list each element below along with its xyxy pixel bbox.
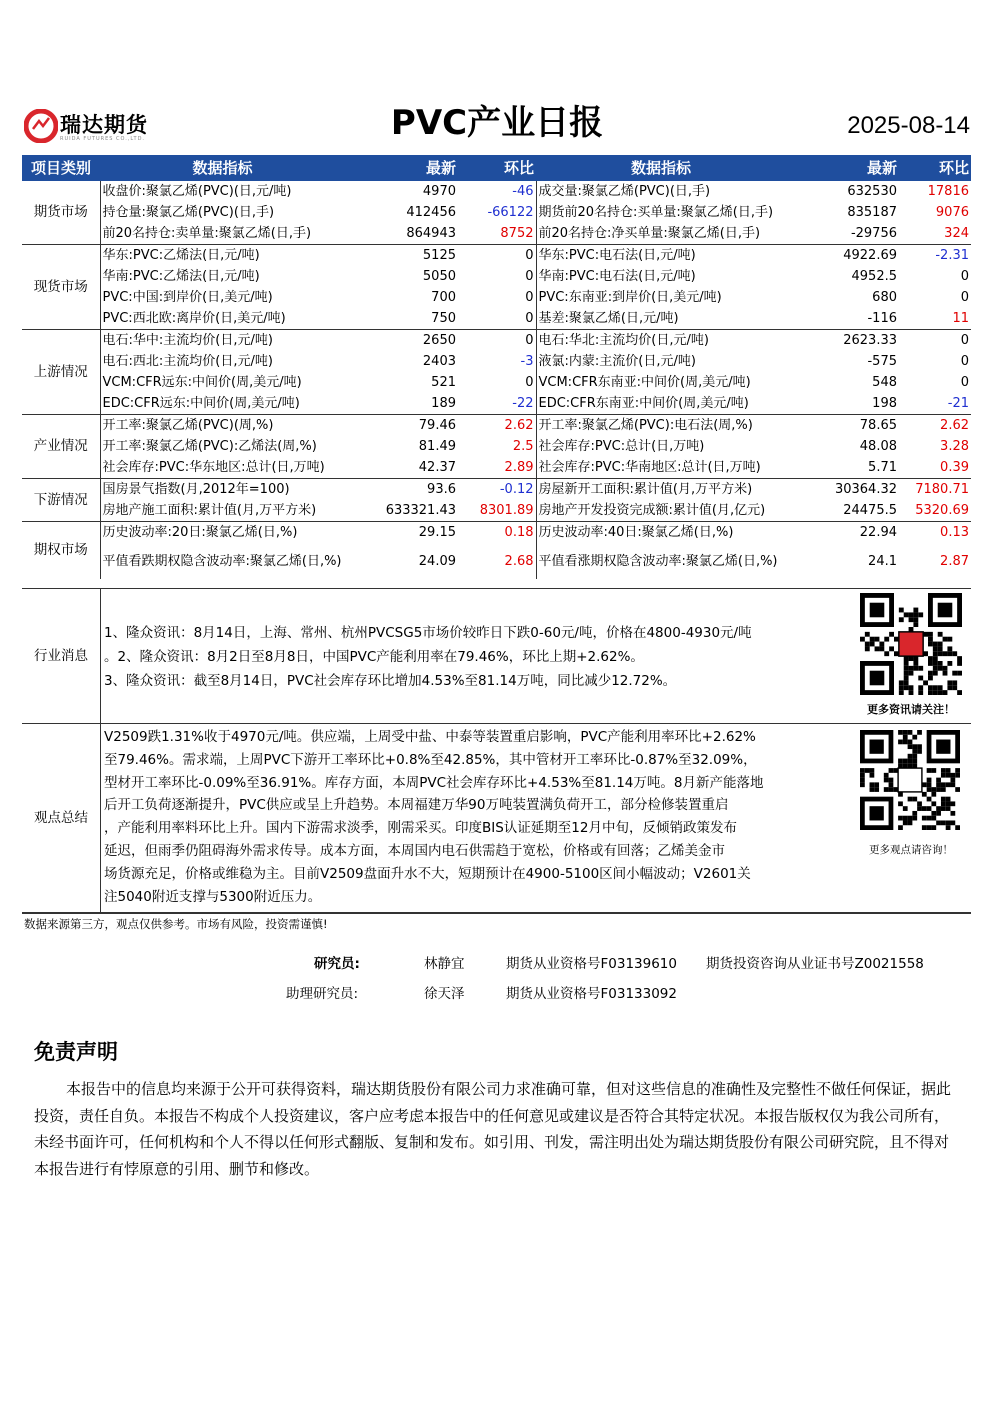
indicator-name: 社会库存:PVC:华南地区:总计(日,万吨): [538, 460, 761, 475]
change-value: 0: [458, 287, 536, 308]
latest-value: 680: [872, 290, 897, 305]
table-row: [22, 393, 971, 415]
latest-value: 42.37: [418, 460, 456, 475]
news-line: 。2、隆众资讯：8月2日至8月8日，中国PVC产能利用率在79.46%，环比上期+2.62%。: [104, 649, 644, 665]
table-row: [22, 457, 971, 479]
latest-value: 2650: [345, 330, 458, 352]
indicator-name: 华南:PVC:乙烯法(日,元/吨): [102, 269, 260, 284]
latest-value: 48.08: [859, 439, 897, 454]
col-header-category: 项目类别: [22, 155, 100, 181]
indicator-name: 房地产施工面积:累计值(月,万平方米): [102, 503, 317, 518]
researcher-label: 研究员:: [314, 956, 360, 972]
latest-value: 864943: [406, 226, 456, 241]
view-qr-caption: 更多观点请咨询！: [869, 844, 953, 856]
category-cell: 上游情况: [22, 330, 100, 415]
latest-value: 78.65: [786, 415, 899, 437]
summary-line: 型材开工率环比-0.09%至36.91%。库存方面，本周PVC社会库存环比+4.53%至81.14万吨。8月新产能落地: [104, 774, 764, 791]
assistant-cert: 期货从业资格号F03133092: [506, 986, 677, 1002]
table-row: [22, 287, 971, 308]
latest-value: 24475.5: [843, 503, 897, 518]
change-value: 324: [944, 226, 969, 241]
change-value: 2.62: [899, 415, 971, 437]
researcher-name: 林静宜: [424, 956, 465, 972]
table-row: [22, 479, 971, 501]
latest-value: 412456: [406, 205, 456, 220]
change-value: 0.39: [940, 460, 969, 475]
industry-news-label: 行业消息: [34, 648, 88, 664]
indicator-name: 历史波动率:40日:聚氯乙烯(日,%): [536, 522, 786, 544]
change-value: 11: [952, 311, 969, 326]
latest-value: 189: [431, 396, 456, 411]
logo-text: 瑞达期货: [60, 113, 148, 137]
latest-value: 521: [431, 375, 456, 390]
indicator-name: 开工率:聚氯乙烯(PVC)(周,%): [100, 415, 345, 437]
indicator-name: VCM:CFR远东:中间价(周,美元/吨): [102, 375, 302, 390]
latest-value: 632530: [847, 184, 897, 199]
table-row: [22, 372, 971, 393]
category-cell: 现货市场: [22, 245, 100, 330]
table-row: [22, 223, 971, 245]
latest-value: 4970: [422, 184, 456, 199]
change-value: 0: [458, 308, 536, 330]
report-title: PVC产业日报: [390, 103, 604, 143]
indicator-name: 电石:华中:主流均价(日,元/吨): [100, 330, 345, 352]
latest-value: 24.09: [418, 553, 456, 569]
latest-value: 633321.43: [385, 503, 456, 518]
disclaimer-title: 免责声明: [34, 1040, 118, 1064]
table-row: [22, 308, 971, 330]
change-value: 8752: [458, 223, 536, 245]
indicator-name: EDC:CFR远东:中间价(周,美元/吨): [102, 396, 300, 411]
assistant-label: 助理研究员:: [286, 986, 359, 1002]
qr-code-icon[interactable]: [860, 593, 962, 695]
col-header-latest: 最新: [345, 155, 458, 181]
change-value: 2.62: [458, 415, 536, 437]
indicator-name: VCM:CFR东南亚:中间价(周,美元/吨): [538, 375, 751, 390]
indicator-name: 平值看涨期权隐含波动率:聚氯乙烯(日,%): [538, 553, 778, 569]
summary-line: V2509跌1.31%收于4970元/吨。供应端，上周受中盐、中泰等装置重启影响，PVC产能利用率环比+2.62%: [104, 729, 756, 745]
table-row: [22, 181, 971, 202]
table-row: [22, 415, 971, 437]
summary-line: ，产能利用率料环比上升。国内下游需求淡季，刚需采买。印度BIS认证延期至12月中旬，反倾销政策发布: [104, 820, 737, 837]
indicator-name: 华东:PVC:乙烯法(日,元/吨): [100, 245, 345, 267]
indicator-name: 华南:PVC:电石法(日,元/吨): [538, 269, 696, 284]
logo-subtext: RUIDA FUTURES CO.,LTD.: [60, 136, 146, 142]
indicator-name: 开工率:聚氯乙烯(PVC):乙烯法(周,%): [102, 439, 317, 454]
opinion-summary-text: [104, 726, 807, 908]
category-cell: 产业情况: [22, 415, 100, 479]
col-header-indicator-right: 数据指标: [536, 155, 786, 181]
change-value: 0.13: [899, 522, 971, 544]
latest-value: 30364.32: [786, 479, 899, 501]
change-value: -3: [458, 351, 536, 372]
latest-value: -29756: [850, 226, 897, 241]
table-row: [22, 543, 971, 579]
change-value: -0.12: [458, 479, 536, 501]
news-line: 3、隆众资讯：截至8月14日，PVC社会库存环比增加4.53%至81.14万吨，同比减少12.72%。: [104, 673, 677, 689]
category-cell: 期权市场: [22, 522, 100, 580]
indicator-name: 期货前20名持仓:买单量:聚氯乙烯(日,手): [538, 205, 774, 220]
latest-value: 548: [872, 375, 897, 390]
change-value: 0.18: [458, 522, 536, 544]
indicator-name: 历史波动率:20日:聚氯乙烯(日,%): [100, 522, 345, 544]
researcher-advisory-cert: 期货投资咨询从业证书号Z0021558: [706, 956, 924, 972]
change-value: 2.87: [940, 553, 969, 569]
indicator-name: 液氯:内蒙:主流价(日,元/吨): [538, 354, 696, 369]
indicator-name: 社会库存:PVC:总计(日,万吨): [538, 439, 705, 454]
latest-value: -575: [867, 354, 897, 369]
indicator-name: 社会库存:PVC:华东地区:总计(日,万吨): [102, 460, 325, 475]
industry-news-text: [104, 621, 804, 693]
indicator-name: 持仓量:聚氯乙烯(PVC)(日,手): [102, 205, 275, 220]
latest-value: 5.71: [868, 460, 897, 475]
indicator-name: PVC:中国:到岸价(日,美元/吨): [102, 290, 273, 305]
change-value: 17816: [927, 184, 969, 199]
table-header-row: [22, 155, 971, 181]
latest-value: 4952.5: [851, 269, 897, 284]
col-header-change: 环比: [458, 155, 536, 181]
data-table: [22, 155, 971, 579]
table-row: [22, 330, 971, 352]
change-value: 0: [458, 330, 536, 352]
indicator-name: PVC:东南亚:到岸价(日,美元/吨): [538, 290, 722, 305]
indicator-name: 开工率:聚氯乙烯(PVC):电石法(周,%): [536, 415, 786, 437]
change-value: -66122: [458, 202, 536, 223]
col-header-latest-right: 最新: [786, 155, 899, 181]
change-value: 2.89: [458, 457, 536, 479]
change-value: -21: [947, 396, 969, 411]
change-value: 2.5: [458, 436, 536, 457]
indicator-name: 房地产开发投资完成额:累计值(月,亿元): [538, 503, 766, 518]
latest-value: 5125: [345, 245, 458, 267]
disclaimer-body: 本报告中的信息均来源于公开可获得资料，瑞达期货股份有限公司力求准确可靠，但对这些信息的准确性及完整性不做任何保证，据此投资，责任自负。本报告不构成个人投资建议，客户应考虑本报告中的任何意见或建议是否符合其特定状况。本报告版权仅为我公司所有，未经书面许可，任何机构和个人不得以任何形式翻版、复制和发布。如引用、刊发，需注明出处为瑞达期货股份有限公司研究院，且不得对本报告进行有悖原意的引用、删节和修改。: [34, 1080, 952, 1178]
summary-line: 场货源充足，价格或维稳为主。目前V2509盘面升水不大，短期预计在4900-5100区间小幅波动；V2601关: [104, 865, 751, 882]
indicator-name: EDC:CFR东南亚:中间价(周,美元/吨): [538, 396, 749, 411]
latest-value: 750: [431, 311, 456, 326]
latest-value: 4922.69: [786, 245, 899, 267]
opinion-summary-label: 观点总结: [34, 810, 88, 826]
category-cell: 期货市场: [22, 181, 100, 245]
data-source-note: 数据来源第三方，观点仅供参考。市场有风险，投资需谨慎!: [24, 917, 328, 931]
change-value: 0: [960, 290, 969, 305]
indicator-name: PVC:西北欧:离岸价(日,美元/吨): [102, 311, 286, 326]
indicator-name: 房屋新开工面积:累计值(月,万平方米): [536, 479, 786, 501]
report-header: [22, 95, 972, 145]
change-value: 0: [458, 372, 536, 393]
change-value: 8301.89: [458, 500, 536, 522]
latest-value: 5050: [422, 269, 456, 284]
col-header-indicator: 数据指标: [100, 155, 345, 181]
category-cell: 下游情况: [22, 479, 100, 522]
change-value: 0: [458, 245, 536, 267]
indicator-name: 电石:华北:主流均价(日,元/吨): [536, 330, 786, 352]
table-row: [22, 266, 971, 287]
change-value: 3.28: [940, 439, 969, 454]
latest-value: 198: [872, 396, 897, 411]
researcher-cert: 期货从业资格号F03139610: [506, 956, 677, 972]
change-value: 9076: [935, 205, 969, 220]
change-value: 0: [458, 266, 536, 287]
summary-line: 延迟，但雨季仍阻碍海外需求传导。成本方面，本周国内电石供需趋于宽松，价格或有回落；乙烯美金市: [104, 842, 725, 859]
latest-value: 24.1: [868, 553, 897, 569]
industry-news-section: [22, 588, 971, 724]
latest-value: 93.6: [345, 479, 458, 501]
indicator-name: 成交量:聚氯乙烯(PVC)(日,手): [538, 184, 711, 199]
table-row: [22, 202, 971, 223]
change-value: 0: [899, 330, 971, 352]
col-header-change-right: 环比: [899, 155, 971, 181]
assistant-name: 徐天泽: [424, 986, 465, 1002]
opinion-summary-section: [22, 723, 971, 914]
latest-value: 79.46: [345, 415, 458, 437]
summary-line: 至79.46%。需求端，上周PVC下游开工率环比+0.8%至42.85%，其中管材开工率环比-0.87%至32.09%，: [104, 751, 757, 768]
summary-line: 注5040附近支撑与5300附近压力。: [104, 888, 322, 905]
table-row: [22, 522, 971, 544]
latest-value: 22.94: [786, 522, 899, 544]
indicator-name: 前20名持仓:净买单量:聚氯乙烯(日,手): [538, 226, 761, 241]
change-value: 0: [960, 354, 969, 369]
latest-value: 2623.33: [786, 330, 899, 352]
change-value: 0: [960, 375, 969, 390]
change-value: 7180.71: [899, 479, 971, 501]
table-row: [22, 351, 971, 372]
indicator-name: 平值看跌期权隐含波动率:聚氯乙烯(日,%): [102, 553, 342, 569]
indicator-name: 电石:西北:主流均价(日,元/吨): [102, 354, 273, 369]
summary-line: 后开工负荷逐渐提升，PVC供应或呈上升趋势。本周福建万华90万吨装置满负荷开工，部分检修装置重启: [104, 797, 729, 814]
table-row: [22, 245, 971, 267]
qr-code-icon[interactable]: [860, 730, 960, 830]
report-date: 2025-08-14: [847, 112, 970, 139]
change-value: 5320.69: [915, 503, 969, 518]
change-value: -22: [458, 393, 536, 415]
latest-value: -116: [867, 311, 897, 326]
indicator-name: 华东:PVC:电石法(日,元/吨): [536, 245, 786, 267]
table-row: [22, 436, 971, 457]
change-value: 2.68: [458, 543, 536, 579]
indicator-name: 国房景气指数(月,2012年=100): [100, 479, 345, 501]
latest-value: 29.15: [345, 522, 458, 544]
indicator-name: 收盘价:聚氯乙烯(PVC)(日,元/吨): [102, 184, 292, 199]
change-value: 0: [960, 269, 969, 284]
news-qr-caption: 更多资讯请关注！: [867, 703, 955, 716]
latest-value: 2403: [422, 354, 456, 369]
indicator-name: 基差:聚氯乙烯(日,元/吨): [538, 311, 679, 326]
latest-value: 81.49: [418, 439, 456, 454]
indicator-name: 前20名持仓:卖单量:聚氯乙烯(日,手): [102, 226, 312, 241]
change-value: -2.31: [899, 245, 971, 267]
table-row: [22, 500, 971, 522]
latest-value: 700: [431, 290, 456, 305]
change-value: -46: [458, 181, 536, 202]
news-line: 1、隆众资讯：8月14日，上海、常州、杭州PVCSG5市场价较昨日下跌0-60元/吨，价格在4800-4930元/吨: [104, 625, 752, 641]
latest-value: 835187: [847, 205, 897, 220]
